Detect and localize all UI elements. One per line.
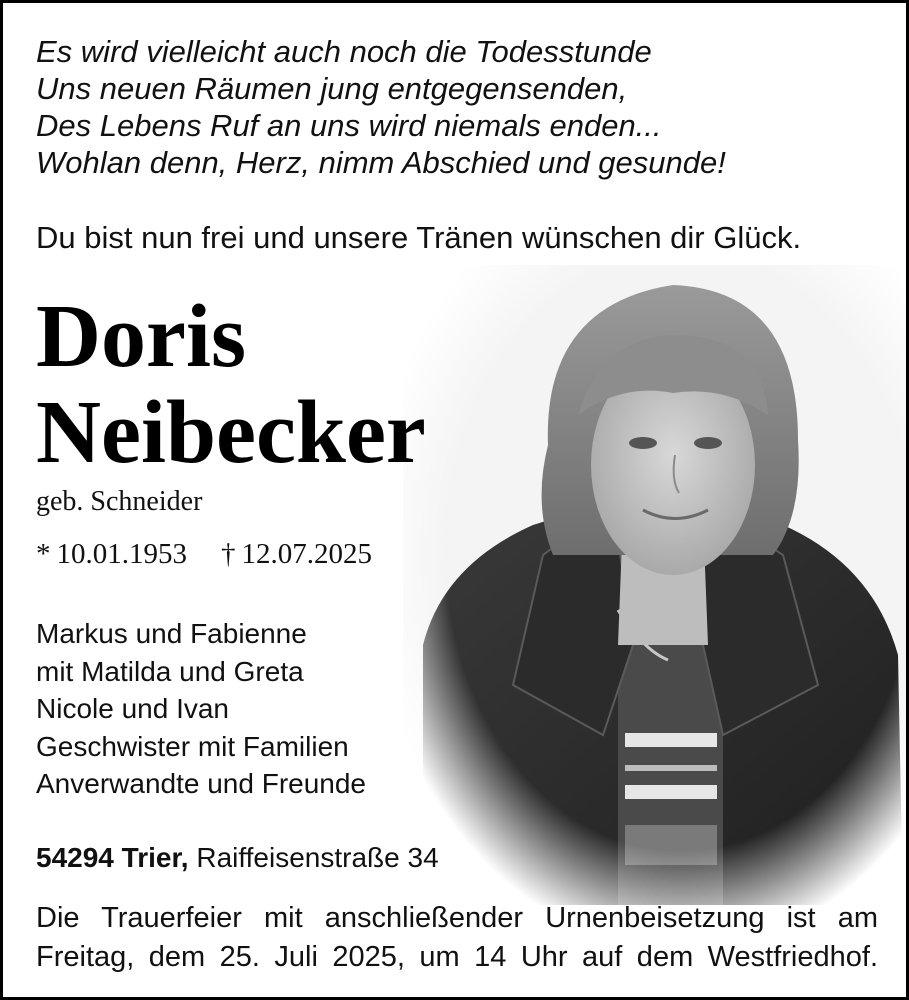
portrait-photo <box>403 265 909 905</box>
address <box>36 841 439 875</box>
poem-line: Uns neuen Räumen jung entgegensenden, <box>36 71 628 106</box>
deceased-name <box>36 289 426 481</box>
birth-date: 10.01.1953 <box>56 538 187 570</box>
poem-line: Es wird vielleicht auch noch die Todesstunde <box>36 34 652 69</box>
funeral-line: Freitag, dem 25. Juli 2025, um 14 Uhr auf dem Westfriedhof. <box>36 941 878 973</box>
death-cross-icon: † <box>221 538 236 570</box>
death-date: 12.07.2025 <box>241 538 372 570</box>
portrait-photo-drawing <box>403 265 909 905</box>
mourners-list <box>36 615 366 803</box>
funeral-line: Die Trauerfeier mit anschließender Urnenbeisetzung ist am <box>36 902 878 934</box>
mourner-line: Markus und Fabienne <box>36 618 307 649</box>
address-street: Raiffeisenstraße 34 <box>196 842 439 873</box>
mourner-line: Anverwandte und Freunde <box>36 768 366 799</box>
mourner-line: Nicole und Ivan <box>36 693 230 724</box>
first-name: Doris <box>36 287 246 386</box>
maiden-name: geb. Schneider <box>36 486 203 517</box>
funeral-info <box>36 899 878 977</box>
poem <box>36 33 726 181</box>
mourner-line: mit Matilda und Greta <box>36 655 304 687</box>
mourner-line: Geschwister mit Familien <box>36 730 349 762</box>
poem-line: Des Lebens Ruf an uns wird niemals enden... <box>36 108 662 143</box>
birth-symbol: * <box>36 538 51 570</box>
poem-line: Wohlan denn, Herz, nimm Abschied und gesunde! <box>36 145 726 180</box>
last-name: Neibecker <box>36 383 426 482</box>
tagline: Du bist nun frei und unsere Tränen wünschen dir Glück. <box>36 220 802 255</box>
address-city: 54294 Trier, <box>36 842 189 873</box>
life-dates <box>36 537 372 571</box>
